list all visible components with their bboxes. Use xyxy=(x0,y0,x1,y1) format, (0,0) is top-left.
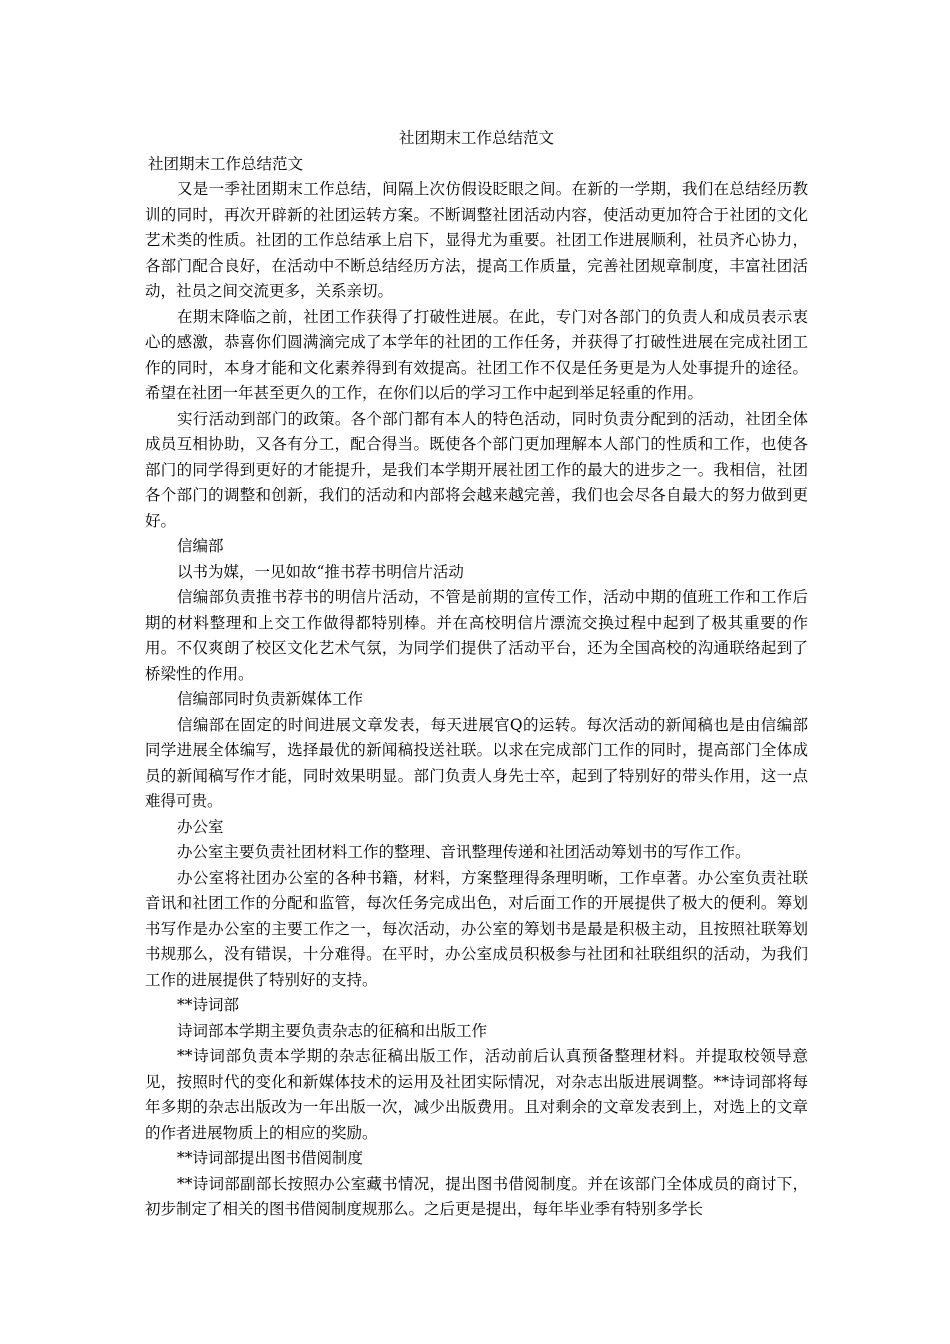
paragraph: 又是一季社团期末工作总结，间隔上次仿假设眨眼之间。在新的一学期，我们在总结经历教训的同时，再次开辟新的社团运转方案。不断调整社团活动内容，使活动更加符合于社团的文化艺术类的性质。社团的工作总结承上启下，显得尤为重要。社团工作进展顺利，社员齐心协力，各部门配合良好，在活动中不断总结经历方法，提高工作质量，完善社团规章制度，丰富社团活动，社员之间交流更多，关系亲切。 xyxy=(145,180,808,300)
section-heading: 办公室 xyxy=(177,817,224,836)
section-heading: **诗词部 xyxy=(177,996,240,1014)
paragraph: **诗词部副部长按照办公室藏书情况，提出图书借阅制度。并在该部门全体成员的商讨下，初步制定了相关的图书借阅制度规那么。之后更是提出，每年毕业季有特别多学长 xyxy=(145,1174,808,1218)
paragraph: 信编部负责推书荐书的明信片活动，不管是前期的宣传工作，活动中期的值班工作和工作后期的材料整理和上交工作做得都特别棒。并在高校明信片漂流交换过程中起到了极其重要的作用。不仅爽朗了校区文化艺术气氛，为同学们提供了活动平台，还为全国高校的沟通联络起到了桥梁性的作用。 xyxy=(145,588,808,683)
section-heading: 信编部同时负责新媒体工作 xyxy=(177,690,364,708)
paragraph: 办公室将社团办公室的各种书籍，材料，方案整理得条理明晰，工作卓著。办公室负责社联音讯和社团工作的分配和监管，每次任务完成出色，对后面工作的开展提供了极大的便利。筹划书写作是办公室的主要工作之一，每次活动，办公室的筹划书是最是积极主动，且按照社联筹划书规那么，没有错误，十分难得。在平时，办公室成员积极参与社团和社联组织的活动，为我们工作的进展提供了特别好的支持。 xyxy=(145,868,808,989)
section-heading: 办公室主要负责社团材料工作的整理、音讯整理传递和社团活动筹划书的写作工作。 xyxy=(177,843,751,861)
paragraph: 在期末降临之前，社团工作获得了打破性进展。在此，专门对各部门的负责人和成员表示衷心的感激，恭喜你们圆满滴完成了本学年的社团的工作任务，并获得了打破性进展在完成社团工作的同时，本身才能和文化素养得到有效提高。社团工作不仅是任务更是为人处事提升的途径。希望在社团一年甚至更久的工作，在你们以后的学习工作中起到举足轻重的作用。 xyxy=(145,307,808,402)
paragraph: 信编部在固定的时间进展文章发表，每天进展官Q的运转。每次活动的新闻稿也是由信编部同学进展全体编写，选择最优的新闻稿投送社联。以求在完成部门工作的同时，提高部门全体成员的新闻稿写作才能，同时效果明显。部门负责人身先士卒，起到了特别好的带头作用，这一点难得可贵。 xyxy=(145,715,808,810)
paragraph: **诗词部负责本学期的杂志征稿出版工作，活动前后认真预备整理材料。并提取校领导意见，按照时代的变化和新媒体技术的运用及社团实际情况，对杂志出版进展调整。**诗词部将每年多期的杂志出版改为一年出版一次，减少出版费用。且对剩余的文章发表到上，对选上的文章的作者进展物质上的相应的奖励。 xyxy=(145,1047,808,1142)
paragraph: 实行活动到部门的政策。各个部门都有本人的特色活动，同时负责分配到的活动，社团全体成员互相协助，又各有分工，配合得当。既使各个部门更加理解本人部门的性质和工作，也使各部门的同学得到更好的才能提升，是我们本学期开展社团工作的最大的进步之一。我相信，社团各个部门的调整和创新，我们的活动和内部将会越来越完善，我们也会尽各自最大的努力做到更好。 xyxy=(145,409,808,530)
section-heading: 以书为媒，一见如故“推书荐书明信片活动 xyxy=(177,562,464,581)
section-heading: 诗词部本学期主要负责杂志的征稿和出版工作 xyxy=(177,1021,488,1040)
section-heading: **诗词部提出图书借阅制度 xyxy=(177,1149,364,1167)
section-heading: 信编部 xyxy=(177,537,224,555)
document-subtitle: 社团期末工作总结范文 xyxy=(148,154,304,173)
document-body xyxy=(145,177,808,1223)
document-title: 社团期末工作总结范文 xyxy=(398,129,554,147)
document-page xyxy=(145,126,808,1223)
